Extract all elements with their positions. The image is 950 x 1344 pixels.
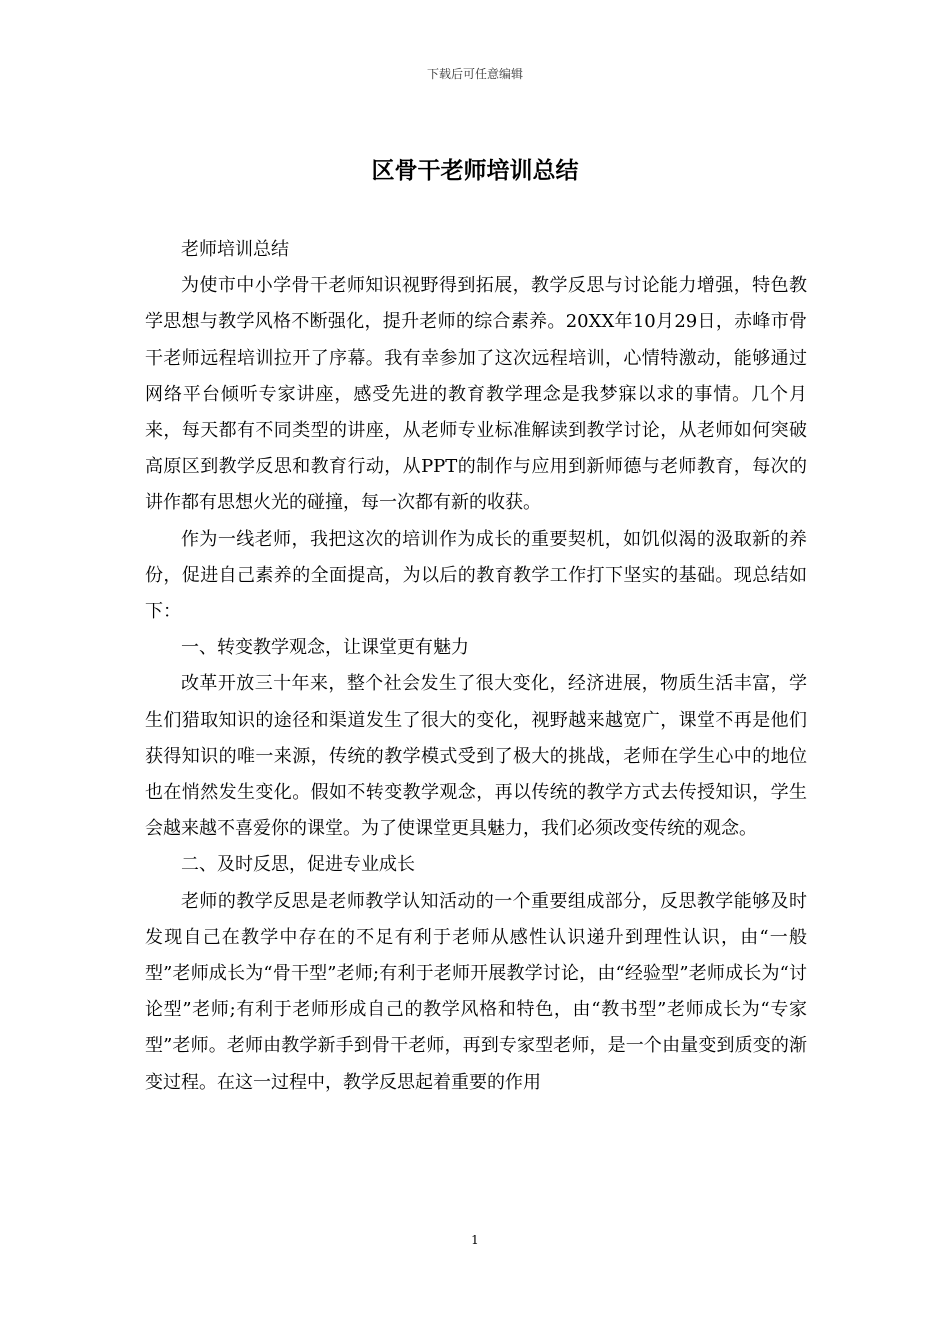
paragraph-subtitle: 老师培训总结 (181, 239, 289, 260)
page-number: 1 (471, 1233, 479, 1247)
paragraph-intro: 为使市中小学骨干老师知识视野得到拓展，教学反思与讨论能力增强，特色教学思想与教学风格不断强化，提升老师的综合素养。20XX年10月29日，赤峰市骨干老师远程培训拉开了序幕。我有幸参加了这次远程培训，心情特激动，能够通过网络平台倾听专家讲座，感受先进的教育教学理念是我梦寐以求的事情。几个月来，每天都有不同类型的讲座，从老师专业标准解读到教学讨论，从老师如何突破高原区到教学反思和教育行动，从PPT的制作与应用到新师德与老师教育，每次的讲作都有思想火光的碰撞，每一次都有新的收获。 (145, 275, 807, 514)
paragraph-summary-lead: 作为一线老师，我把这次的培训作为成长的重要契机，如饥似渴的汲取新的养份，促进自己素养的全面提高，为以后的教育教学工作打下坚实的基础。现总结如下： (145, 528, 807, 623)
paragraph-section-1: 改革开放三十年来，整个社会发生了很大变化，经济进展，物质生活丰富，学生们猎取知识的途径和渠道发生了很大的变化，视野越来越宽广，课堂不再是他们获得知识的唯一来源，传统的教学模式受到了极大的挑战，老师在学生心中的地位也在悄然发生变化。假如不转变教学观念，再以传统的教学方式去传授知识，学生会越来越不喜爱你的课堂。为了使课堂更具魅力，我们必须改变传统的观念。 (145, 673, 807, 840)
section-heading-2: 二、及时反思，促进专业成长 (181, 854, 415, 876)
paragraph-section-2: 老师的教学反思是老师教学认知活动的一个重要组成部分，反思教学能够及时发现自己在教学中存在的不足有利于老师从感性认识递升到理性认识，由“一般型”老师成长为“骨干型”老师;有利于老师开展教学讨论，由“经验型”老师成长为“讨论型”老师;有利于老师形成自己的教学风格和特色，由“教书型”老师成长为“专家型”老师。老师由教学新手到骨干老师，再到专家型老师，是一个由量变到质变的渐变过程。在这一过程中，教学反思起着重要的作用 (145, 890, 807, 1093)
header-note: 下载后可任意编辑 (426, 67, 523, 81)
document-title: 区骨干老师培训总结 (371, 157, 579, 184)
document-body (145, 232, 807, 1101)
section-heading-1: 一、转变教学观念，让课堂更有魅力 (181, 637, 469, 659)
